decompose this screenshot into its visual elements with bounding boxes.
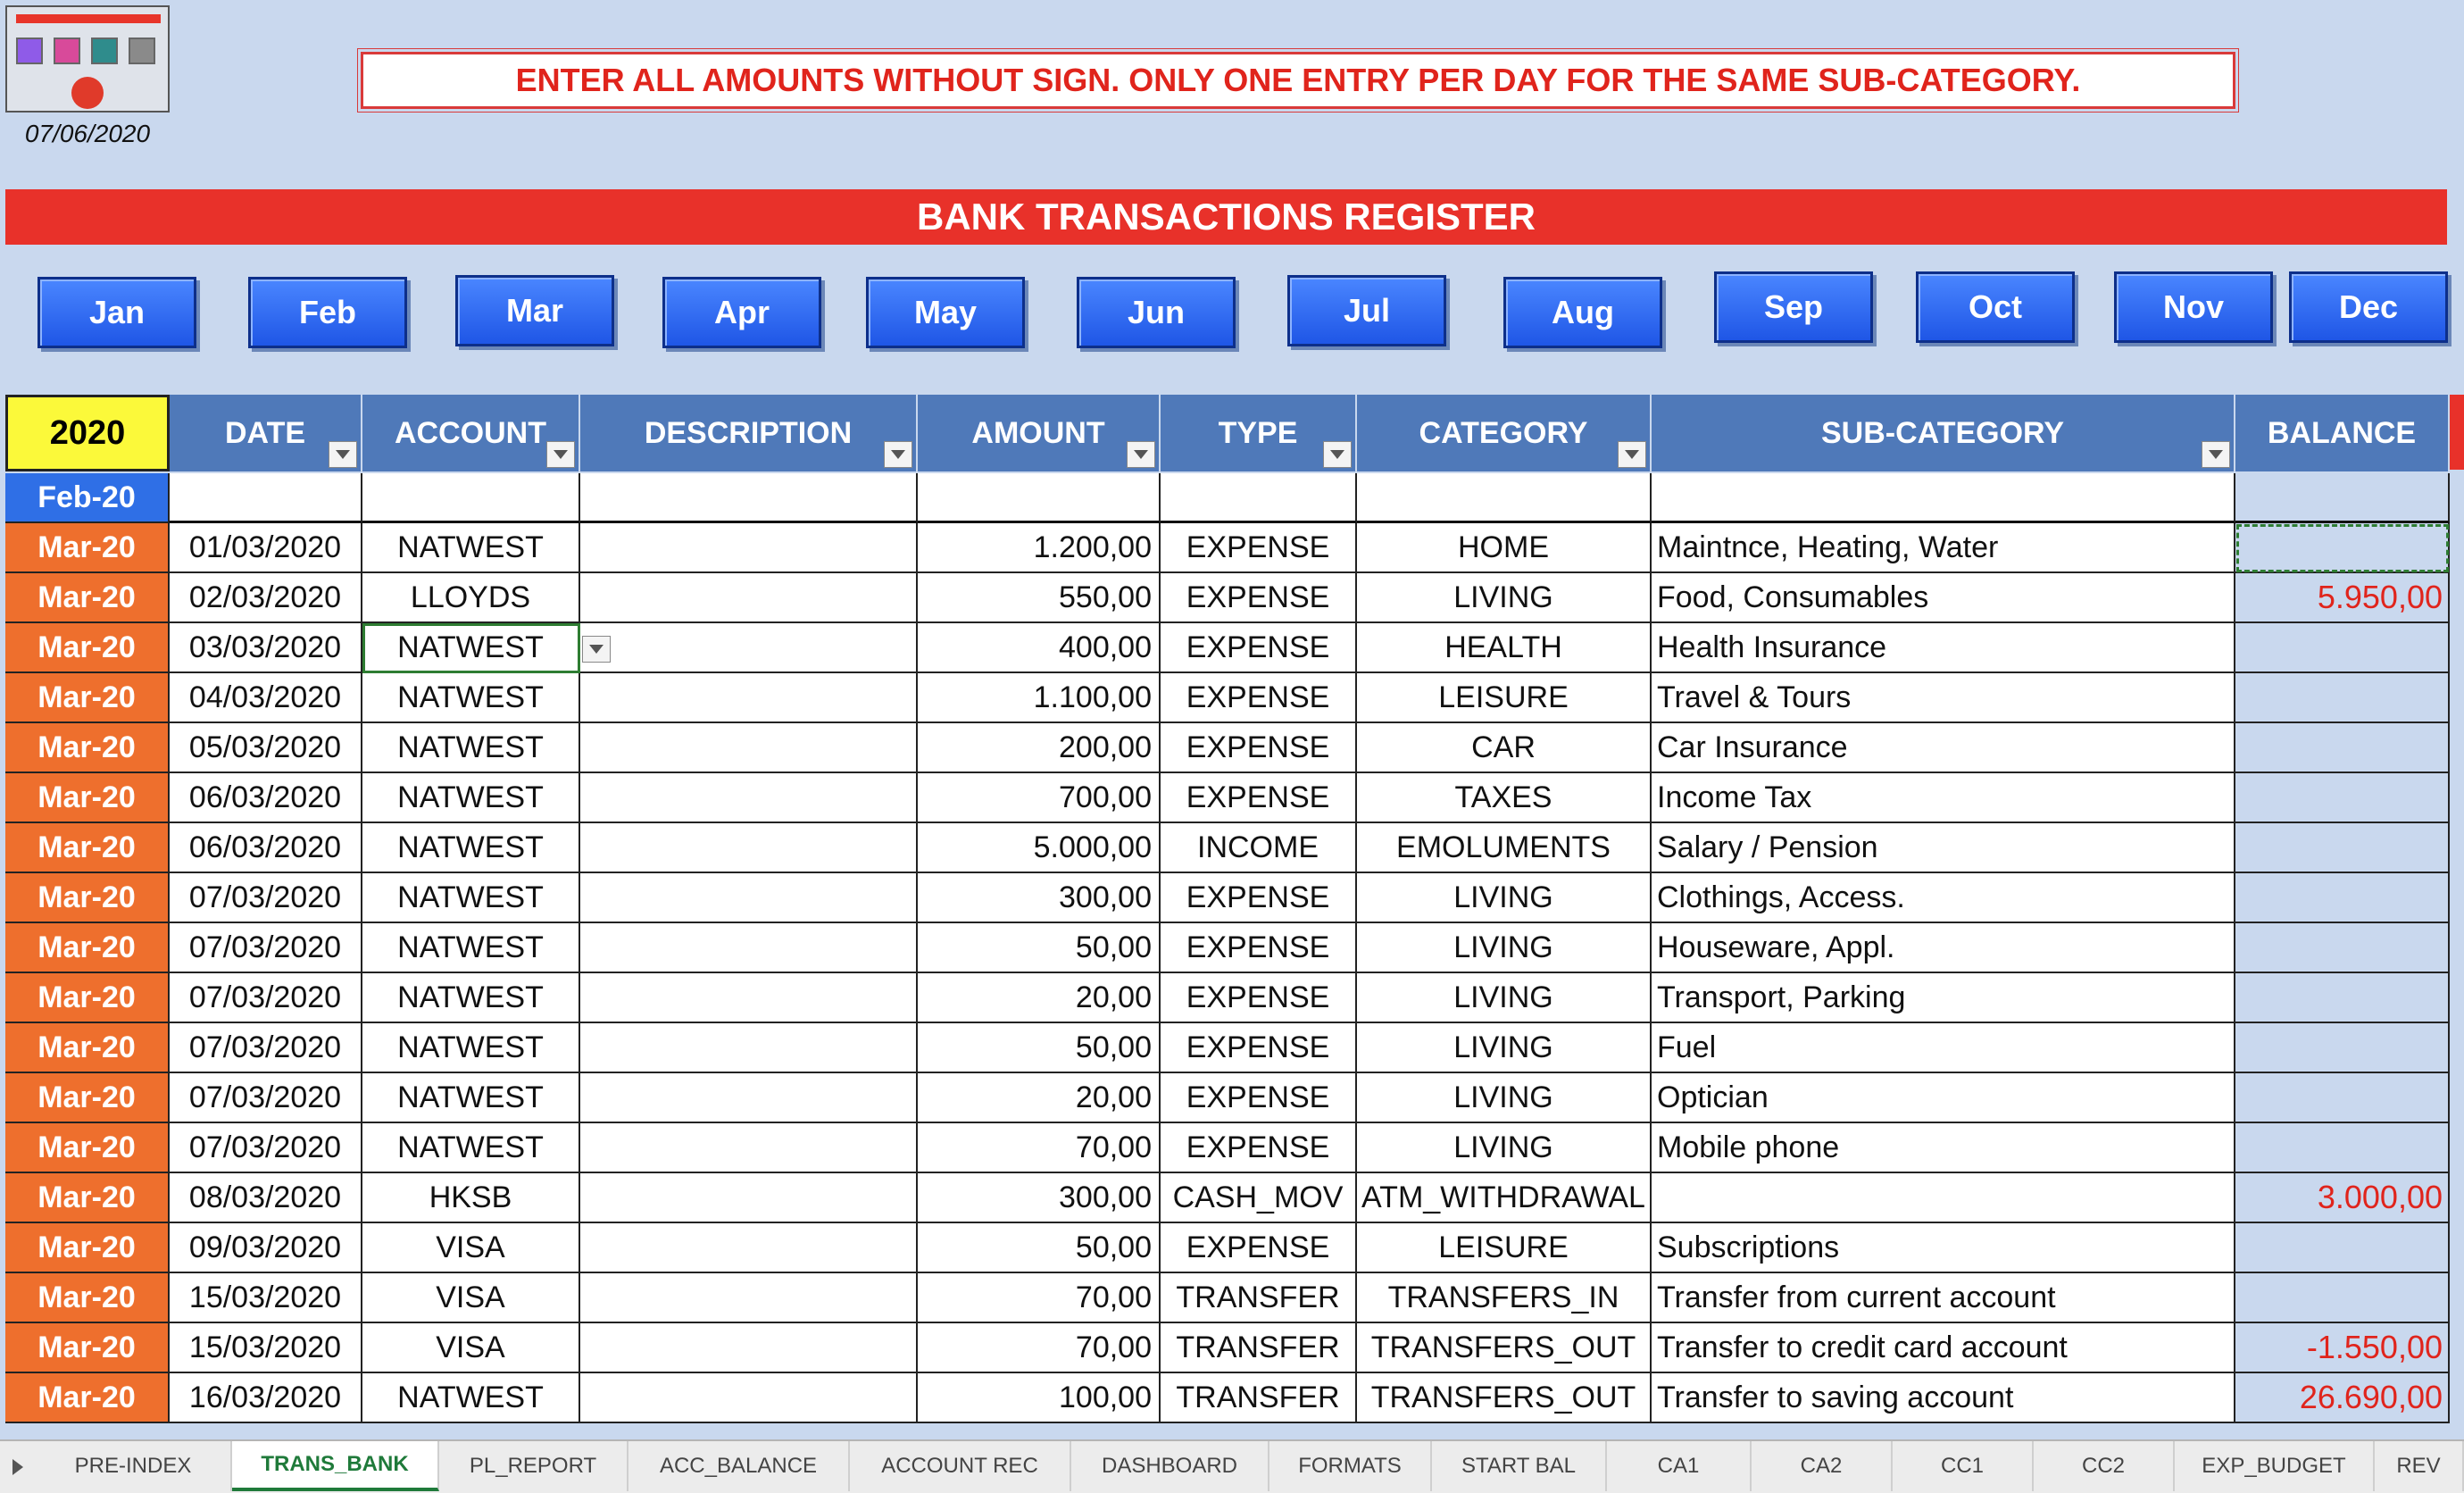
row-description-cell[interactable] <box>580 1323 918 1373</box>
row-subcategory-cell[interactable]: Maintnce, Heating, Water <box>1652 523 2235 573</box>
row-subcategory-cell[interactable]: Transfer from current account <box>1652 1273 2235 1323</box>
sheet-tab-dashboard[interactable]: DASHBOARD <box>1071 1441 1269 1491</box>
row-balance-cell[interactable] <box>2235 923 2450 973</box>
cell-dropdown-icon[interactable] <box>582 636 611 663</box>
row-balance-cell[interactable] <box>2235 773 2450 823</box>
row-subcategory-cell[interactable]: Fuel <box>1652 1023 2235 1073</box>
row-date-cell[interactable]: 06/03/2020 <box>170 773 362 823</box>
row-amount-cell[interactable]: 50,00 <box>918 1023 1161 1073</box>
row-balance-cell[interactable]: 26.690,00 <box>2235 1373 2450 1423</box>
logo-square-grey <box>129 38 155 64</box>
sheet-tab-pl-report[interactable]: PL_REPORT <box>439 1441 628 1491</box>
row-amount-cell[interactable]: 50,00 <box>918 1223 1161 1273</box>
header-balance <box>2235 395 2450 471</box>
row-month-cell[interactable]: Mar-20 <box>5 1023 170 1073</box>
row-category-cell[interactable]: LIVING <box>1357 873 1652 923</box>
table-row <box>0 1323 2464 1373</box>
row-category-cell[interactable]: LIVING <box>1357 1023 1652 1073</box>
sheet-tab-rev[interactable]: REV <box>2375 1441 2464 1491</box>
filter-dropdown-icon[interactable] <box>329 441 357 468</box>
row-description-cell[interactable] <box>580 773 918 823</box>
month-button-feb[interactable]: Feb <box>248 277 407 348</box>
row-category-cell[interactable]: ATM_WITHDRAWAL <box>1357 1173 1652 1223</box>
sheet-tab-trans-bank[interactable]: TRANS_BANK <box>232 1441 439 1491</box>
row-description-cell[interactable] <box>580 1123 918 1173</box>
row-month-cell[interactable]: Mar-20 <box>5 773 170 823</box>
month-button-aug[interactable]: Aug <box>1503 277 1662 348</box>
row-category-cell[interactable] <box>1357 473 1652 523</box>
row-date-cell[interactable]: 04/03/2020 <box>170 673 362 723</box>
header-type-label: TYPE <box>1218 415 1298 450</box>
row-description-cell[interactable] <box>580 623 918 673</box>
filter-dropdown-icon[interactable] <box>546 441 575 468</box>
row-type-cell[interactable]: TRANSFER <box>1161 1373 1357 1423</box>
sheet-tab-ca1[interactable]: CA1 <box>1607 1441 1752 1491</box>
row-date-cell[interactable]: 01/03/2020 <box>170 523 362 573</box>
row-date-cell[interactable]: 16/03/2020 <box>170 1373 362 1423</box>
entry-notice: ENTER ALL AMOUNTS WITHOUT SIGN. ONLY ONE ENTRY PER DAY FOR THE SAME SUB-CATEGORY. <box>361 52 2235 109</box>
row-subcategory-cell[interactable]: Clothings, Access. <box>1652 873 2235 923</box>
month-button-jun[interactable]: Jun <box>1077 277 1236 348</box>
row-amount-cell[interactable]: 50,00 <box>918 923 1161 973</box>
row-account-cell[interactable]: VISA <box>362 1323 580 1373</box>
filter-dropdown-icon[interactable] <box>2202 441 2230 468</box>
row-balance-cell[interactable] <box>2235 1223 2450 1273</box>
month-button-nov[interactable]: Nov <box>2114 271 2273 343</box>
logo-square-teal <box>91 38 118 64</box>
sheet-tab-bar <box>0 1439 2464 1493</box>
row-balance-cell[interactable] <box>2235 673 2450 723</box>
app-logo <box>5 5 170 113</box>
row-month-cell[interactable]: Mar-20 <box>5 923 170 973</box>
row-balance-cell[interactable] <box>2235 1123 2450 1173</box>
row-balance-cell[interactable] <box>2235 523 2450 573</box>
sheet-tab-ca2[interactable]: CA2 <box>1752 1441 1893 1491</box>
row-amount-cell[interactable]: 300,00 <box>918 873 1161 923</box>
table-row <box>0 1123 2464 1173</box>
header-category-label: CATEGORY <box>1419 415 1588 450</box>
row-amount-cell[interactable]: 1.200,00 <box>918 523 1161 573</box>
row-category-cell[interactable]: EMOLUMENTS <box>1357 823 1652 873</box>
row-account-cell[interactable]: NATWEST <box>362 973 580 1023</box>
row-description-cell[interactable] <box>580 723 918 773</box>
row-description-cell[interactable] <box>580 673 918 723</box>
row-subcategory-cell[interactable]: Subscriptions <box>1652 1223 2235 1273</box>
row-account-cell[interactable]: NATWEST <box>362 673 580 723</box>
table-row <box>0 973 2464 1023</box>
row-type-cell[interactable]: EXPENSE <box>1161 973 1357 1023</box>
sheet-tab-start-bal[interactable]: START BAL <box>1432 1441 1607 1491</box>
row-category-cell[interactable]: LIVING <box>1357 573 1652 623</box>
row-balance-cell[interactable] <box>2235 1023 2450 1073</box>
row-category-cell[interactable]: LEISURE <box>1357 673 1652 723</box>
table-row <box>0 1273 2464 1323</box>
row-description-cell[interactable] <box>580 1273 918 1323</box>
row-subcategory-cell[interactable]: Transfer to credit card account <box>1652 1323 2235 1373</box>
row-description-cell[interactable] <box>580 1073 918 1123</box>
row-subcategory-cell[interactable]: Income Tax <box>1652 773 2235 823</box>
table-row <box>0 1073 2464 1123</box>
month-button-jan[interactable]: Jan <box>37 277 196 348</box>
header-account <box>362 395 580 471</box>
table-row <box>0 523 2464 573</box>
row-category-cell[interactable]: TRANSFERS_OUT <box>1357 1373 1652 1423</box>
row-date-cell[interactable]: 02/03/2020 <box>170 573 362 623</box>
row-month-cell[interactable]: Mar-20 <box>5 1323 170 1373</box>
row-category-cell[interactable]: LEISURE <box>1357 1223 1652 1273</box>
row-subcategory-cell[interactable] <box>1652 1173 2235 1223</box>
row-balance-cell[interactable] <box>2235 1073 2450 1123</box>
row-date-cell[interactable]: 15/03/2020 <box>170 1323 362 1373</box>
row-month-cell[interactable]: Mar-20 <box>5 973 170 1023</box>
row-subcategory-cell[interactable]: Travel & Tours <box>1652 673 2235 723</box>
row-type-cell[interactable] <box>1161 473 1357 523</box>
year-cell[interactable]: 2020 <box>5 395 170 471</box>
row-account-cell[interactable]: NATWEST <box>362 1123 580 1173</box>
row-description-cell[interactable] <box>580 973 918 1023</box>
row-month-cell[interactable]: Mar-20 <box>5 723 170 773</box>
sheet-tab-cc1[interactable]: CC1 <box>1893 1441 2034 1491</box>
row-date-cell[interactable]: 15/03/2020 <box>170 1273 362 1323</box>
row-date-cell[interactable]: 07/03/2020 <box>170 1073 362 1123</box>
row-type-cell[interactable]: EXPENSE <box>1161 573 1357 623</box>
month-button-dec[interactable]: Dec <box>2289 271 2448 343</box>
row-month-cell[interactable]: Mar-20 <box>5 523 170 573</box>
header-description <box>580 395 918 471</box>
row-month-cell[interactable]: Mar-20 <box>5 573 170 623</box>
filter-dropdown-icon[interactable] <box>1127 441 1155 468</box>
sheet-tab-pre-index[interactable]: PRE-INDEX <box>36 1441 232 1491</box>
header-date <box>170 395 362 471</box>
row-subcategory-cell[interactable]: Houseware, Appl. <box>1652 923 2235 973</box>
row-amount-cell[interactable]: 5.000,00 <box>918 823 1161 873</box>
row-date-cell[interactable]: 03/03/2020 <box>170 623 362 673</box>
row-date-cell[interactable]: 07/03/2020 <box>170 923 362 973</box>
row-account-cell[interactable] <box>362 473 580 523</box>
table-row <box>0 823 2464 873</box>
row-category-cell[interactable]: HEALTH <box>1357 623 1652 673</box>
current-date: 07/06/2020 <box>24 120 151 147</box>
row-subcategory-cell[interactable] <box>1652 473 2235 523</box>
row-amount-cell[interactable]: 300,00 <box>918 1173 1161 1223</box>
row-type-cell[interactable]: EXPENSE <box>1161 773 1357 823</box>
row-description-cell[interactable] <box>580 1373 918 1423</box>
table-row <box>0 473 2464 523</box>
header-subcategory <box>1652 395 2235 471</box>
header-balance-label: BALANCE <box>2267 415 2417 450</box>
header-account-label: ACCOUNT <box>395 415 546 450</box>
row-type-cell[interactable]: EXPENSE <box>1161 673 1357 723</box>
play-arrow-icon[interactable] <box>12 1459 23 1475</box>
row-date-cell[interactable]: 07/03/2020 <box>170 1123 362 1173</box>
row-type-cell[interactable]: INCOME <box>1161 823 1357 873</box>
row-balance-cell[interactable] <box>2235 973 2450 1023</box>
table-row <box>0 1173 2464 1223</box>
row-date-cell[interactable]: 08/03/2020 <box>170 1173 362 1223</box>
row-amount-cell[interactable]: 1.100,00 <box>918 673 1161 723</box>
row-date-cell[interactable]: 05/03/2020 <box>170 723 362 773</box>
row-type-cell[interactable]: CASH_MOV <box>1161 1173 1357 1223</box>
table-row <box>0 923 2464 973</box>
row-account-cell[interactable]: NATWEST <box>362 1073 580 1123</box>
row-subcategory-cell[interactable]: Salary / Pension <box>1652 823 2235 873</box>
month-button-apr[interactable]: Apr <box>662 277 821 348</box>
row-type-cell[interactable]: EXPENSE <box>1161 923 1357 973</box>
row-month-cell[interactable]: Mar-20 <box>5 673 170 723</box>
row-account-cell[interactable]: VISA <box>362 1223 580 1273</box>
filter-dropdown-icon[interactable] <box>884 441 912 468</box>
table-row <box>0 573 2464 623</box>
month-button-oct[interactable]: Oct <box>1916 271 2075 343</box>
row-subcategory-cell[interactable]: Mobile phone <box>1652 1123 2235 1173</box>
row-amount-cell[interactable]: 70,00 <box>918 1323 1161 1373</box>
row-type-cell[interactable]: EXPENSE <box>1161 1073 1357 1123</box>
row-category-cell[interactable]: CAR <box>1357 723 1652 773</box>
header-edge-strip <box>2450 395 2464 470</box>
row-type-cell[interactable]: TRANSFER <box>1161 1273 1357 1323</box>
row-category-cell[interactable]: TRANSFERS_IN <box>1357 1273 1652 1323</box>
header-amount-label: AMOUNT <box>971 415 1105 450</box>
row-date-cell[interactable]: 07/03/2020 <box>170 973 362 1023</box>
header-subcategory-label: SUB-CATEGORY <box>1821 415 2064 450</box>
row-amount-cell[interactable]: 20,00 <box>918 973 1161 1023</box>
row-account-cell[interactable]: NATWEST <box>362 1023 580 1073</box>
row-type-cell[interactable]: EXPENSE <box>1161 623 1357 673</box>
row-balance-cell[interactable] <box>2235 823 2450 873</box>
row-account-cell[interactable]: NATWEST <box>362 773 580 823</box>
row-account-cell[interactable]: HKSB <box>362 1173 580 1223</box>
row-description-cell[interactable] <box>580 1173 918 1223</box>
row-month-cell[interactable]: Mar-20 <box>5 1273 170 1323</box>
logo-square-purple <box>16 38 43 64</box>
row-month-cell[interactable]: Mar-20 <box>5 823 170 873</box>
row-account-cell[interactable]: NATWEST <box>362 823 580 873</box>
row-amount-cell[interactable] <box>918 473 1161 523</box>
sheet-tab-formats[interactable]: FORMATS <box>1269 1441 1432 1491</box>
table-row <box>0 1023 2464 1073</box>
table-row <box>0 673 2464 723</box>
row-description-cell[interactable] <box>580 923 918 973</box>
row-category-cell[interactable]: LIVING <box>1357 1073 1652 1123</box>
row-date-cell[interactable] <box>170 473 362 523</box>
row-category-cell[interactable]: TRANSFERS_OUT <box>1357 1323 1652 1373</box>
row-subcategory-cell[interactable]: Transport, Parking <box>1652 973 2235 1023</box>
row-account-cell[interactable]: LLOYDS <box>362 573 580 623</box>
header-date-label: DATE <box>224 415 306 450</box>
row-month-cell[interactable]: Mar-20 <box>5 1223 170 1273</box>
row-balance-cell[interactable]: -1.550,00 <box>2235 1323 2450 1373</box>
row-category-cell[interactable]: HOME <box>1357 523 1652 573</box>
row-account-cell[interactable]: NATWEST <box>362 523 580 573</box>
page-title: BANK TRANSACTIONS REGISTER <box>5 189 2447 245</box>
row-description-cell[interactable] <box>580 573 918 623</box>
row-balance-cell[interactable] <box>2235 1273 2450 1323</box>
row-subcategory-cell[interactable]: Optician <box>1652 1073 2235 1123</box>
row-date-cell[interactable]: 07/03/2020 <box>170 1023 362 1073</box>
table-row <box>0 1223 2464 1273</box>
row-account-cell[interactable]: NATWEST <box>362 873 580 923</box>
header-type <box>1161 395 1357 471</box>
row-month-cell[interactable]: Mar-20 <box>5 1173 170 1223</box>
table-row <box>0 1373 2464 1423</box>
row-amount-cell[interactable]: 700,00 <box>918 773 1161 823</box>
row-balance-cell[interactable] <box>2235 473 2450 523</box>
month-button-mar[interactable]: Mar <box>455 275 614 346</box>
month-button-may[interactable]: May <box>866 277 1025 348</box>
header-amount <box>918 395 1161 471</box>
row-subcategory-cell[interactable]: Food, Consumables <box>1652 573 2235 623</box>
row-type-cell[interactable]: TRANSFER <box>1161 1323 1357 1373</box>
row-balance-cell[interactable]: 3.000,00 <box>2235 1173 2450 1223</box>
row-description-cell[interactable] <box>580 523 918 573</box>
row-amount-cell[interactable]: 20,00 <box>918 1073 1161 1123</box>
row-type-cell[interactable]: EXPENSE <box>1161 1223 1357 1273</box>
row-amount-cell[interactable]: 70,00 <box>918 1123 1161 1173</box>
row-description-cell[interactable] <box>580 473 918 523</box>
row-account-cell[interactable]: NATWEST <box>362 1373 580 1423</box>
row-category-cell[interactable]: LIVING <box>1357 973 1652 1023</box>
month-button-sep[interactable]: Sep <box>1714 271 1873 343</box>
row-subcategory-cell[interactable]: Transfer to saving account <box>1652 1373 2235 1423</box>
sheet-tab-exp-budget[interactable]: EXP_BUDGET <box>2175 1441 2375 1491</box>
row-date-cell[interactable]: 09/03/2020 <box>170 1223 362 1273</box>
logo-bar <box>16 14 161 23</box>
filter-dropdown-icon[interactable] <box>1618 441 1646 468</box>
row-month-cell[interactable]: Mar-20 <box>5 1373 170 1423</box>
row-month-cell[interactable]: Mar-20 <box>5 873 170 923</box>
sheet-tab-account-rec[interactable]: ACCOUNT REC <box>850 1441 1071 1491</box>
table-row <box>0 873 2464 923</box>
row-type-cell[interactable]: EXPENSE <box>1161 873 1357 923</box>
row-amount-cell[interactable]: 200,00 <box>918 723 1161 773</box>
row-type-cell[interactable]: EXPENSE <box>1161 1123 1357 1173</box>
table-row <box>0 723 2464 773</box>
row-type-cell[interactable]: EXPENSE <box>1161 1023 1357 1073</box>
row-month-cell[interactable]: Mar-20 <box>5 1073 170 1123</box>
row-date-cell[interactable]: 06/03/2020 <box>170 823 362 873</box>
row-balance-cell[interactable] <box>2235 623 2450 673</box>
row-description-cell[interactable] <box>580 1023 918 1073</box>
header-description-label: DESCRIPTION <box>644 415 853 450</box>
row-subcategory-cell[interactable]: Car Insurance <box>1652 723 2235 773</box>
row-balance-cell[interactable]: 5.950,00 <box>2235 573 2450 623</box>
month-buttons <box>0 268 2464 357</box>
row-subcategory-cell[interactable]: Health Insurance <box>1652 623 2235 673</box>
row-account-cell[interactable]: NATWEST <box>362 623 580 673</box>
row-category-cell[interactable]: TAXES <box>1357 773 1652 823</box>
row-description-cell[interactable] <box>580 823 918 873</box>
row-category-cell[interactable]: LIVING <box>1357 1123 1652 1173</box>
row-balance-cell[interactable] <box>2235 723 2450 773</box>
table-row <box>0 623 2464 673</box>
row-description-cell[interactable] <box>580 873 918 923</box>
logo-circle <box>71 77 104 109</box>
row-type-cell[interactable]: EXPENSE <box>1161 523 1357 573</box>
row-amount-cell[interactable]: 550,00 <box>918 573 1161 623</box>
row-month-cell[interactable]: Feb-20 <box>5 473 170 523</box>
row-type-cell[interactable]: EXPENSE <box>1161 723 1357 773</box>
month-button-jul[interactable]: Jul <box>1287 275 1446 346</box>
row-amount-cell[interactable]: 100,00 <box>918 1373 1161 1423</box>
sheet-tab-cc2[interactable]: CC2 <box>2034 1441 2175 1491</box>
row-month-cell[interactable]: Mar-20 <box>5 1123 170 1173</box>
row-account-cell[interactable]: VISA <box>362 1273 580 1323</box>
row-date-cell[interactable]: 07/03/2020 <box>170 873 362 923</box>
header-category <box>1357 395 1652 471</box>
row-month-cell[interactable]: Mar-20 <box>5 623 170 673</box>
row-account-cell[interactable]: NATWEST <box>362 723 580 773</box>
row-category-cell[interactable]: LIVING <box>1357 923 1652 973</box>
row-amount-cell[interactable]: 400,00 <box>918 623 1161 673</box>
row-amount-cell[interactable]: 70,00 <box>918 1273 1161 1323</box>
row-balance-cell[interactable] <box>2235 873 2450 923</box>
filter-dropdown-icon[interactable] <box>1323 441 1352 468</box>
row-account-cell[interactable]: NATWEST <box>362 923 580 973</box>
table-row <box>0 773 2464 823</box>
logo-square-pink <box>54 38 80 64</box>
sheet-tab-acc-balance[interactable]: ACC_BALANCE <box>628 1441 850 1491</box>
row-description-cell[interactable] <box>580 1223 918 1273</box>
